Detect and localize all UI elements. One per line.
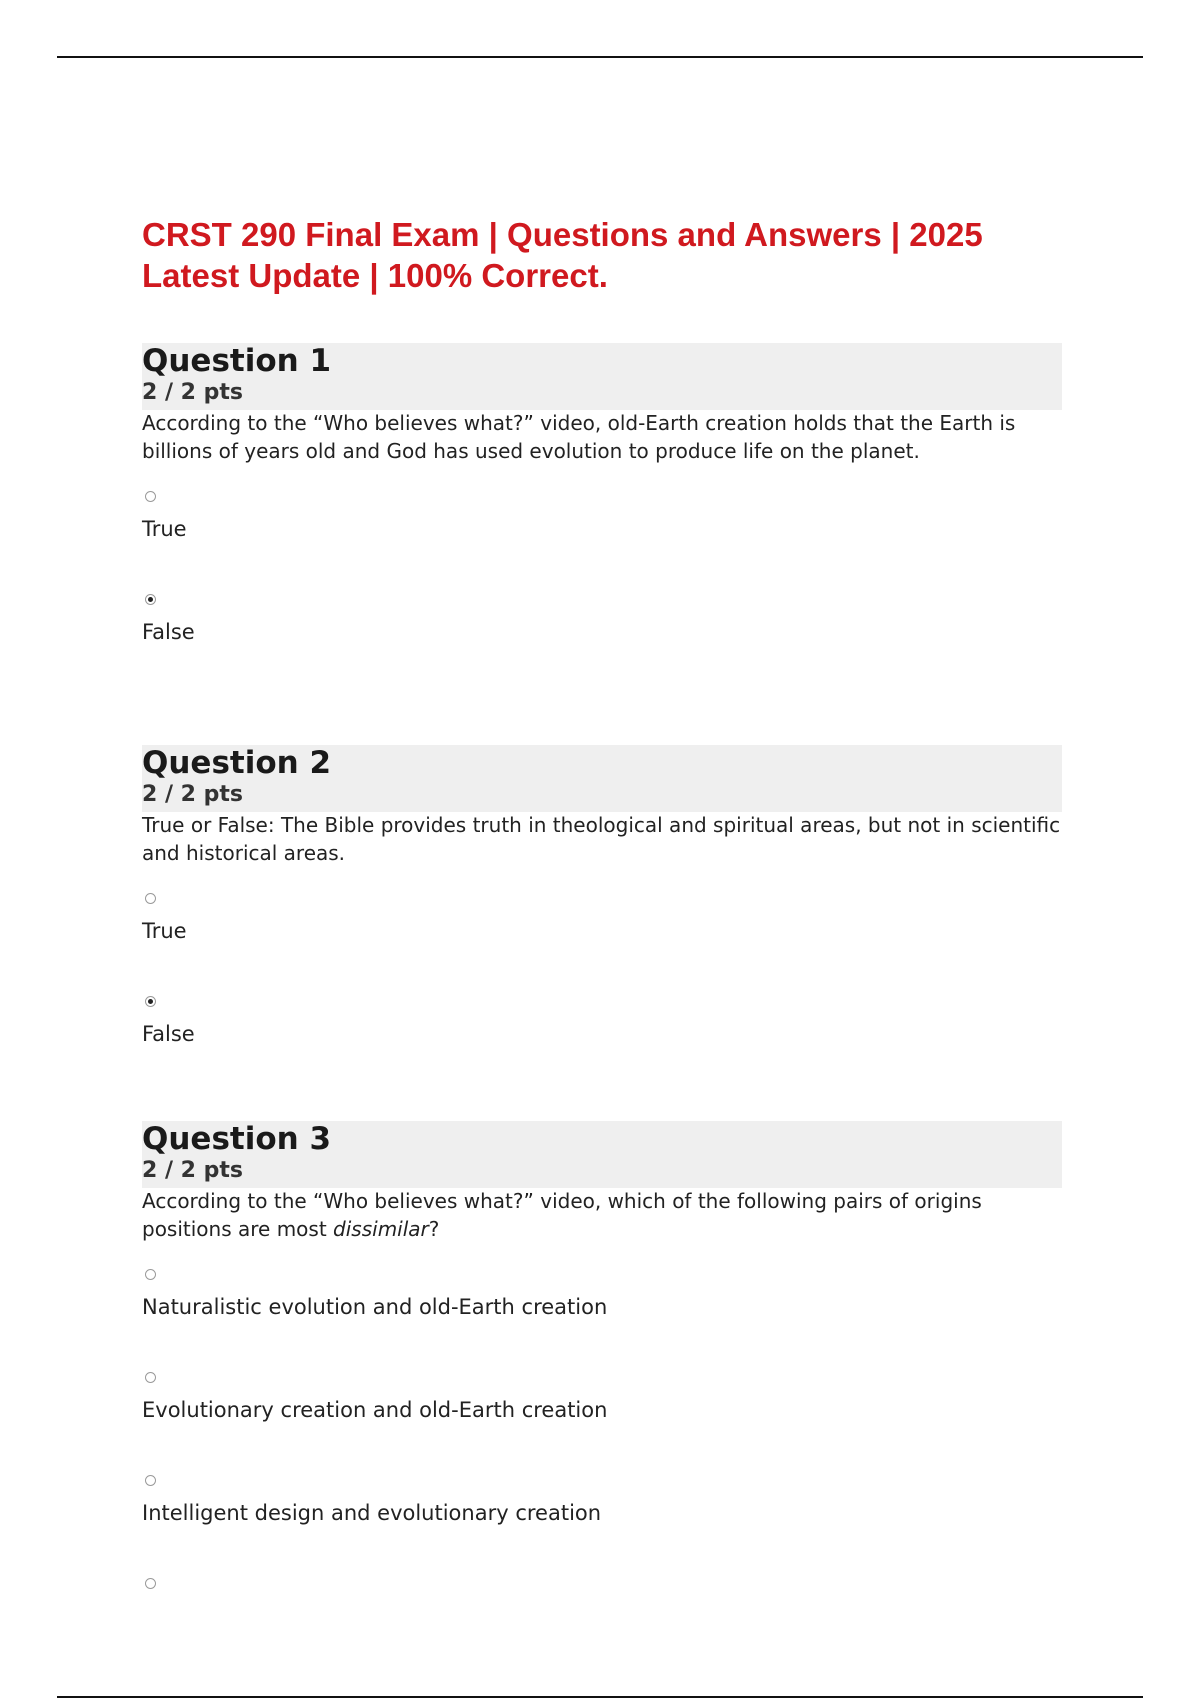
radio-button[interactable] — [145, 1372, 156, 1383]
option-label: False — [142, 1022, 195, 1046]
option-label: Intelligent design and evolutionary creation — [142, 1501, 602, 1525]
option-label: Evolutionary creation and old-Earth creation — [142, 1398, 608, 1422]
answer-option-true[interactable] — [142, 491, 1062, 594]
option-label: True — [142, 517, 187, 541]
question-text — [142, 1188, 1062, 1243]
question-text: According to the “Who believes what?” video, old-Earth creation holds that the Earth is billions of years old and God has used evolution to produce life on the planet. — [142, 411, 1016, 463]
question-header — [142, 745, 1062, 812]
radio-button-selected[interactable] — [145, 594, 156, 605]
top-rule — [57, 56, 1143, 58]
question-header — [142, 1121, 1062, 1188]
answer-option-3[interactable] — [142, 1475, 1062, 1578]
question-title: Question 1 — [142, 343, 332, 379]
question-3 — [142, 1121, 1062, 1681]
answer-option-true[interactable] — [142, 893, 1062, 996]
radio-button[interactable] — [145, 1578, 156, 1589]
question-points: 2 / 2 pts — [142, 1158, 243, 1183]
question-text-end: ? — [428, 1216, 440, 1241]
radio-button[interactable] — [145, 491, 156, 502]
question-text: True or False: The Bible provides truth in theological and spiritual areas, but not in scientific and historical areas. — [142, 813, 1061, 865]
question-points: 2 / 2 pts — [142, 380, 243, 405]
question-points: 2 / 2 pts — [142, 782, 243, 807]
radio-button[interactable] — [145, 1475, 156, 1486]
option-label: Naturalistic evolution and old-Earth creation — [142, 1295, 608, 1319]
question-2 — [142, 745, 1062, 1099]
question-title: Question 3 — [142, 1121, 332, 1157]
answer-option-4[interactable] — [142, 1578, 1062, 1681]
radio-button[interactable] — [145, 1269, 156, 1280]
radio-button[interactable] — [145, 893, 156, 904]
answer-option-false[interactable] — [142, 996, 1062, 1099]
answer-option-2[interactable] — [142, 1372, 1062, 1475]
option-label: True — [142, 919, 187, 943]
question-header — [142, 343, 1062, 410]
option-label: False — [142, 620, 195, 644]
document-title: CRST 290 Final Exam | Questions and Answers | 2025 Latest Update | 100% Correct. — [142, 216, 983, 294]
bottom-rule — [57, 1696, 1143, 1698]
question-text-emphasis: dissimilar — [333, 1216, 429, 1241]
question-1 — [142, 343, 1062, 697]
question-title: Question 2 — [142, 745, 332, 781]
question-text-part: According to the “Who believes what?” video, which of the following pairs of origins positions are most — [142, 1189, 982, 1241]
radio-button-selected[interactable] — [145, 996, 156, 1007]
answer-option-1[interactable] — [142, 1269, 1062, 1372]
answer-option-false[interactable] — [142, 594, 1062, 697]
